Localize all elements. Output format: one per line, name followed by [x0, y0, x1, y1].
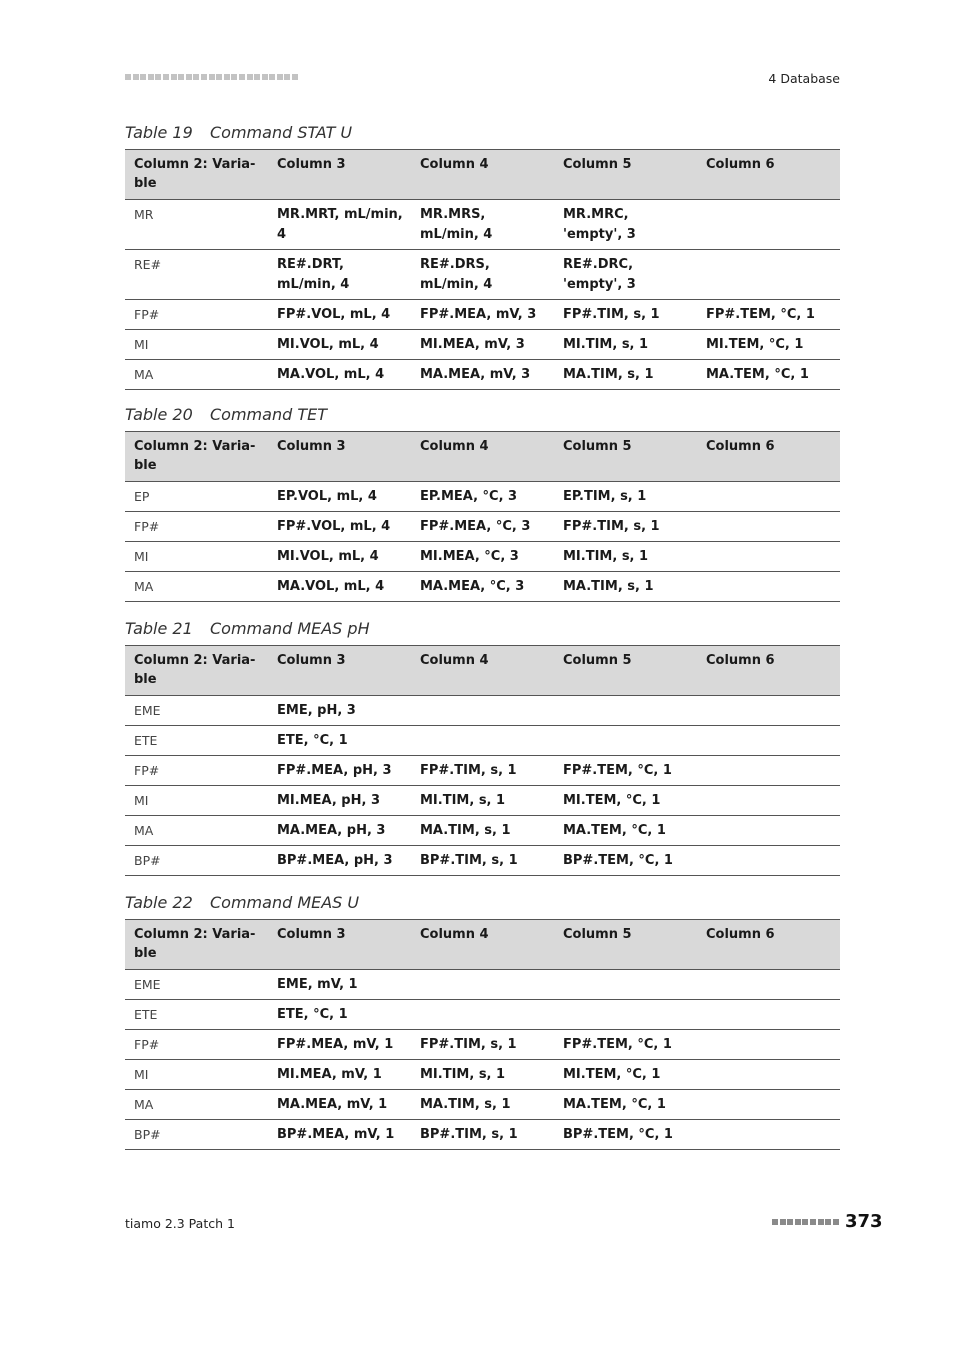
value-cell: MI.VOL, mL, 4 [268, 542, 411, 572]
column-header: Column 5 [554, 920, 697, 970]
data-table [125, 645, 840, 876]
header-dot [125, 74, 131, 80]
value-cell [697, 726, 840, 756]
value-cell: MA.TIM, s, 1 [411, 1090, 554, 1120]
table-row [125, 846, 840, 876]
variable-cell: MA [125, 1090, 268, 1120]
column-header: Column 2: Varia-ble [125, 150, 268, 200]
variable-cell: FP# [125, 512, 268, 542]
table-row [125, 696, 840, 726]
value-cell: MI.MEA, mV, 1 [268, 1060, 411, 1090]
footer-decoration [772, 1219, 842, 1228]
value-cell: FP#.MEA, mV, 3 [411, 300, 554, 330]
footer-dot [818, 1219, 824, 1225]
variable-cell: MA [125, 360, 268, 390]
variable-cell: BP# [125, 846, 268, 876]
header-dot [231, 74, 237, 80]
footer-dot [833, 1219, 839, 1225]
value-cell: MA.TEM, °C, 1 [554, 1090, 697, 1120]
value-cell: EP.TIM, s, 1 [554, 482, 697, 512]
variable-cell: FP# [125, 1030, 268, 1060]
value-cell: MA.TIM, s, 1 [411, 816, 554, 846]
value-cell: MA.VOL, mL, 4 [268, 360, 411, 390]
variable-cell: MI [125, 786, 268, 816]
value-cell [697, 482, 840, 512]
table-caption [125, 405, 840, 425]
value-cell: EME, pH, 3 [268, 696, 411, 726]
value-cell [411, 696, 554, 726]
table-row [125, 330, 840, 360]
variable-cell: RE# [125, 250, 268, 300]
header-dot [254, 74, 260, 80]
value-cell: MA.MEA, mV, 3 [411, 360, 554, 390]
table-row [125, 360, 840, 390]
variable-cell: MA [125, 816, 268, 846]
value-cell: MA.MEA, °C, 3 [411, 572, 554, 602]
value-cell: FP#.TIM, s, 1 [554, 300, 697, 330]
value-cell: MI.TEM, °C, 1 [554, 786, 697, 816]
value-cell: RE#.DRS, mL/min, 4 [411, 250, 554, 300]
table-header-row [125, 432, 840, 482]
value-cell: FP#.TIM, s, 1 [411, 1030, 554, 1060]
column-header: Column 3 [268, 432, 411, 482]
footer-dot [787, 1219, 793, 1225]
footer-dot [825, 1219, 831, 1225]
value-cell: MA.TIM, s, 1 [554, 572, 697, 602]
table-row [125, 482, 840, 512]
data-table [125, 149, 840, 390]
column-header: Column 5 [554, 646, 697, 696]
header-dot [155, 74, 161, 80]
value-cell: ETE, °C, 1 [268, 726, 411, 756]
value-cell: MI.TIM, s, 1 [411, 1060, 554, 1090]
value-cell [697, 200, 840, 250]
value-cell: MI.MEA, mV, 3 [411, 330, 554, 360]
table-caption [125, 893, 840, 913]
column-header: Column 5 [554, 150, 697, 200]
table-row [125, 816, 840, 846]
column-header: Column 2: Varia-ble [125, 432, 268, 482]
header-dot [140, 74, 146, 80]
table-22 [125, 893, 840, 1150]
value-cell: FP#.TIM, s, 1 [411, 756, 554, 786]
value-cell: FP#.MEA, mV, 1 [268, 1030, 411, 1060]
table-title: Command STAT U [210, 123, 353, 142]
table-caption [125, 619, 840, 639]
table-row [125, 786, 840, 816]
column-header: Column 6 [697, 646, 840, 696]
header-dot [247, 74, 253, 80]
table-title: Command MEAS pH [210, 619, 370, 638]
header-dot [178, 74, 184, 80]
header-dot [269, 74, 275, 80]
value-cell: MR.MRC, 'empty', 3 [554, 200, 697, 250]
value-cell: MA.MEA, pH, 3 [268, 816, 411, 846]
header-dot [224, 74, 230, 80]
table-row [125, 512, 840, 542]
header-dot [262, 74, 268, 80]
value-cell [554, 1000, 697, 1030]
value-cell [697, 1000, 840, 1030]
value-cell [554, 970, 697, 1000]
table-row [125, 1060, 840, 1090]
table-number: Table 19 [125, 123, 193, 142]
header-dot [239, 74, 245, 80]
data-table [125, 431, 840, 602]
value-cell: MA.TEM, °C, 1 [554, 816, 697, 846]
column-header: Column 4 [411, 920, 554, 970]
column-header: Column 4 [411, 432, 554, 482]
value-cell: MI.MEA, °C, 3 [411, 542, 554, 572]
table-row [125, 1000, 840, 1030]
table-title: Command MEAS U [210, 893, 360, 912]
value-cell: MR.MRS, mL/min, 4 [411, 200, 554, 250]
value-cell: MI.MEA, pH, 3 [268, 786, 411, 816]
column-header: Column 4 [411, 646, 554, 696]
variable-cell: MI [125, 1060, 268, 1090]
value-cell: RE#.DRC, 'empty', 3 [554, 250, 697, 300]
value-cell: BP#.MEA, pH, 3 [268, 846, 411, 876]
table-row [125, 250, 840, 300]
table-row [125, 1090, 840, 1120]
variable-cell: EP [125, 482, 268, 512]
value-cell: BP#.TEM, °C, 1 [554, 1120, 697, 1150]
value-cell: FP#.TEM, °C, 1 [697, 300, 840, 330]
column-header: Column 3 [268, 150, 411, 200]
value-cell: FP#.TEM, °C, 1 [554, 756, 697, 786]
value-cell: BP#.TIM, s, 1 [411, 1120, 554, 1150]
column-header: Column 2: Varia-ble [125, 646, 268, 696]
variable-cell: ETE [125, 1000, 268, 1030]
column-header: Column 3 [268, 920, 411, 970]
footer-dot [802, 1219, 808, 1225]
value-cell [411, 970, 554, 1000]
table-header-row [125, 646, 840, 696]
table-row [125, 572, 840, 602]
variable-cell: MI [125, 330, 268, 360]
value-cell: BP#.TEM, °C, 1 [554, 846, 697, 876]
value-cell: MR.MRT, mL/min, 4 [268, 200, 411, 250]
data-table [125, 919, 840, 1150]
table-number: Table 22 [125, 893, 193, 912]
footer-dot [772, 1219, 778, 1225]
value-cell [697, 1120, 840, 1150]
value-cell: MI.TIM, s, 1 [554, 330, 697, 360]
header-dot [292, 74, 298, 80]
table-header-row [125, 150, 840, 200]
header-dot [209, 74, 215, 80]
table-number: Table 21 [125, 619, 193, 638]
table-caption [125, 123, 840, 143]
header-dot [163, 74, 169, 80]
value-cell [697, 1030, 840, 1060]
column-header: Column 4 [411, 150, 554, 200]
variable-cell: EME [125, 970, 268, 1000]
value-cell [697, 816, 840, 846]
header-dot [171, 74, 177, 80]
table-row [125, 200, 840, 250]
value-cell [697, 542, 840, 572]
variable-cell: FP# [125, 756, 268, 786]
table-row [125, 970, 840, 1000]
value-cell [411, 1000, 554, 1030]
value-cell [697, 756, 840, 786]
footer-dot [780, 1219, 786, 1225]
footer-dot [795, 1219, 801, 1225]
table-21 [125, 619, 840, 876]
value-cell: MI.TIM, s, 1 [554, 542, 697, 572]
value-cell [697, 786, 840, 816]
table-row [125, 1030, 840, 1060]
column-header: Column 6 [697, 432, 840, 482]
value-cell: MI.TEM, °C, 1 [697, 330, 840, 360]
table-19 [125, 123, 840, 390]
variable-cell: MA [125, 572, 268, 602]
value-cell: MA.TIM, s, 1 [554, 360, 697, 390]
value-cell [697, 1090, 840, 1120]
table-row [125, 1120, 840, 1150]
value-cell [697, 250, 840, 300]
variable-cell: MI [125, 542, 268, 572]
value-cell: MA.MEA, mV, 1 [268, 1090, 411, 1120]
value-cell: BP#.TIM, s, 1 [411, 846, 554, 876]
header-dot [186, 74, 192, 80]
header-decoration [125, 74, 307, 83]
value-cell: RE#.DRT, mL/min, 4 [268, 250, 411, 300]
value-cell: FP#.VOL, mL, 4 [268, 300, 411, 330]
table-row [125, 300, 840, 330]
value-cell [697, 1060, 840, 1090]
column-header: Column 6 [697, 150, 840, 200]
column-header: Column 2: Varia-ble [125, 920, 268, 970]
header-dot [133, 74, 139, 80]
value-cell [697, 572, 840, 602]
value-cell: EP.VOL, mL, 4 [268, 482, 411, 512]
value-cell: MI.TIM, s, 1 [411, 786, 554, 816]
header-section-title: 4 Database [768, 71, 840, 86]
value-cell: MI.VOL, mL, 4 [268, 330, 411, 360]
variable-cell: MR [125, 200, 268, 250]
table-number: Table 20 [125, 405, 193, 424]
value-cell: EP.MEA, °C, 3 [411, 482, 554, 512]
header-dot [284, 74, 290, 80]
variable-cell: FP# [125, 300, 268, 330]
footer-product: tiamo 2.3 Patch 1 [125, 1216, 235, 1231]
value-cell [697, 696, 840, 726]
header-dot [193, 74, 199, 80]
value-cell [411, 726, 554, 756]
variable-cell: EME [125, 696, 268, 726]
header-dot [216, 74, 222, 80]
value-cell [697, 846, 840, 876]
variable-cell: BP# [125, 1120, 268, 1150]
value-cell [697, 970, 840, 1000]
table-row [125, 756, 840, 786]
value-cell [697, 512, 840, 542]
value-cell: FP#.MEA, °C, 3 [411, 512, 554, 542]
table-row [125, 726, 840, 756]
value-cell: EME, mV, 1 [268, 970, 411, 1000]
value-cell: MA.TEM, °C, 1 [697, 360, 840, 390]
value-cell: FP#.MEA, pH, 3 [268, 756, 411, 786]
footer-dot [810, 1219, 816, 1225]
table-row [125, 542, 840, 572]
variable-cell: ETE [125, 726, 268, 756]
value-cell: FP#.TEM, °C, 1 [554, 1030, 697, 1060]
column-header: Column 6 [697, 920, 840, 970]
header-dot [148, 74, 154, 80]
value-cell: FP#.VOL, mL, 4 [268, 512, 411, 542]
value-cell: FP#.TIM, s, 1 [554, 512, 697, 542]
value-cell: MA.VOL, mL, 4 [268, 572, 411, 602]
header-dot [201, 74, 207, 80]
table-20 [125, 405, 840, 602]
value-cell: ETE, °C, 1 [268, 1000, 411, 1030]
table-header-row [125, 920, 840, 970]
value-cell [554, 696, 697, 726]
value-cell: MI.TEM, °C, 1 [554, 1060, 697, 1090]
table-title: Command TET [210, 405, 327, 424]
page-number: 373 [845, 1211, 883, 1232]
column-header: Column 3 [268, 646, 411, 696]
column-header: Column 5 [554, 432, 697, 482]
value-cell [554, 726, 697, 756]
header-dot [277, 74, 283, 80]
value-cell: BP#.MEA, mV, 1 [268, 1120, 411, 1150]
